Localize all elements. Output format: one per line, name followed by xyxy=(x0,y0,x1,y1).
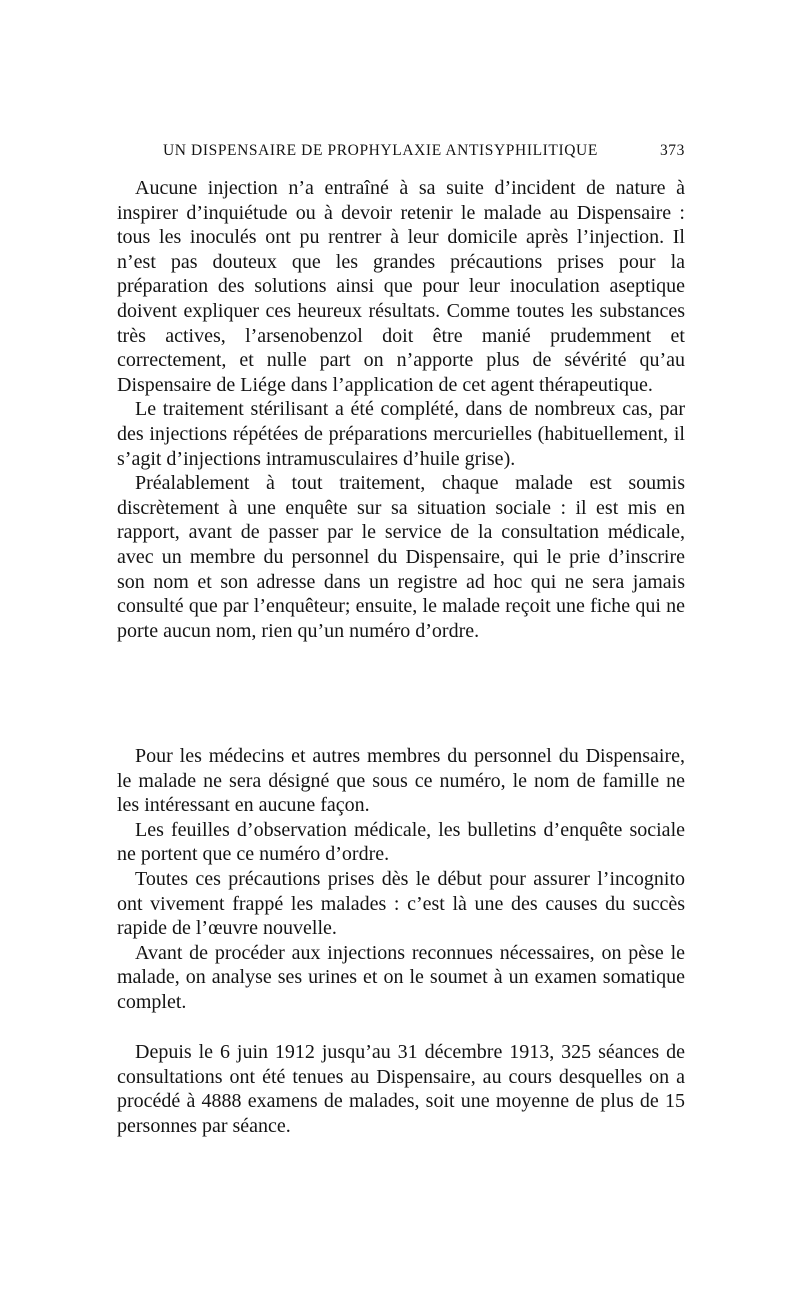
paragraph: Le traitement stérilisant a été complété, dans de nombreux cas, par des injections répétées de préparations mercurielles (habituellement, il s’agit d’injections intramusculaires d’huile grise). xyxy=(117,398,685,470)
paragraph: Les feuilles d’observation médicale, les bulletins d’enquête sociale ne portent que ce numéro d’ordre. xyxy=(117,818,685,866)
running-title: UN DISPENSAIRE DE PROPHYLAXIE ANTISYPHILITIQUE xyxy=(163,142,598,159)
paragraph: Toutes ces précautions prises dès le début pour assurer l’incognito ont vivement frappé les malades : c’est là une des causes du succès rapide de l’œuvre nouvelle. xyxy=(117,867,685,940)
text-block-2 xyxy=(117,744,685,1015)
text-block-1 xyxy=(117,176,685,643)
paragraph: Depuis le 6 juin 1912 jusqu’au 31 décembre 1913, 325 séances de consultations ont été tenues au Dispensaire, au cours desquelles on a procédé à 4888 examens de malades, soit une moyenne de plus de 15 personnes par séance. xyxy=(117,1041,685,1137)
text-block-3 xyxy=(117,1040,685,1138)
page-number: 373 xyxy=(659,142,685,159)
paragraph: Pour les médecins et autres membres du personnel du Dispensaire, le malade ne sera désigné que sous ce numéro, le nom de famille ne les intéressant en aucune façon. xyxy=(117,745,685,817)
paragraph: Avant de procéder aux injections reconnues nécessaires, on pèse le malade, on analyse ses urines et on le soumet à un examen somatique complet. xyxy=(117,941,685,1013)
paragraph: Aucune injection n’a entraîné à sa suite d’incident de nature à inspirer d’inquiétude ou à devoir retenir le malade au Dispensaire : tous les inoculés ont pu rentrer à leur domicile après l’injection. Il n’est pas douteux que les grandes précautions prises pour la préparation des solutions ainsi que pour leur inoculation aseptique doivent expliquer ces heureux résultats. Comme toutes les substances très actives, l’arsenobenzol doit être manié prudemment et correctement, et nulle part on n’apporte plus de sévérité qu’au Dispensaire de Liége dans l’application de cet agent thérapeutique. xyxy=(117,177,685,396)
paragraph: Préalablement à tout traitement, chaque malade est soumis discrètement à une enquête sur sa situation sociale : il est mis en rapport, avant de passer par le service de la consultation médicale, avec un membre du personnel du Dispensaire, qui le prie d’inscrire son nom et son adresse dans un registre ad hoc qui ne sera jamais consulté que par l’enquêteur; ensuite, le malade reçoit une fiche qui ne porte aucun nom, rien qu’un numéro d’ordre. xyxy=(117,472,685,642)
running-header xyxy=(163,142,685,166)
